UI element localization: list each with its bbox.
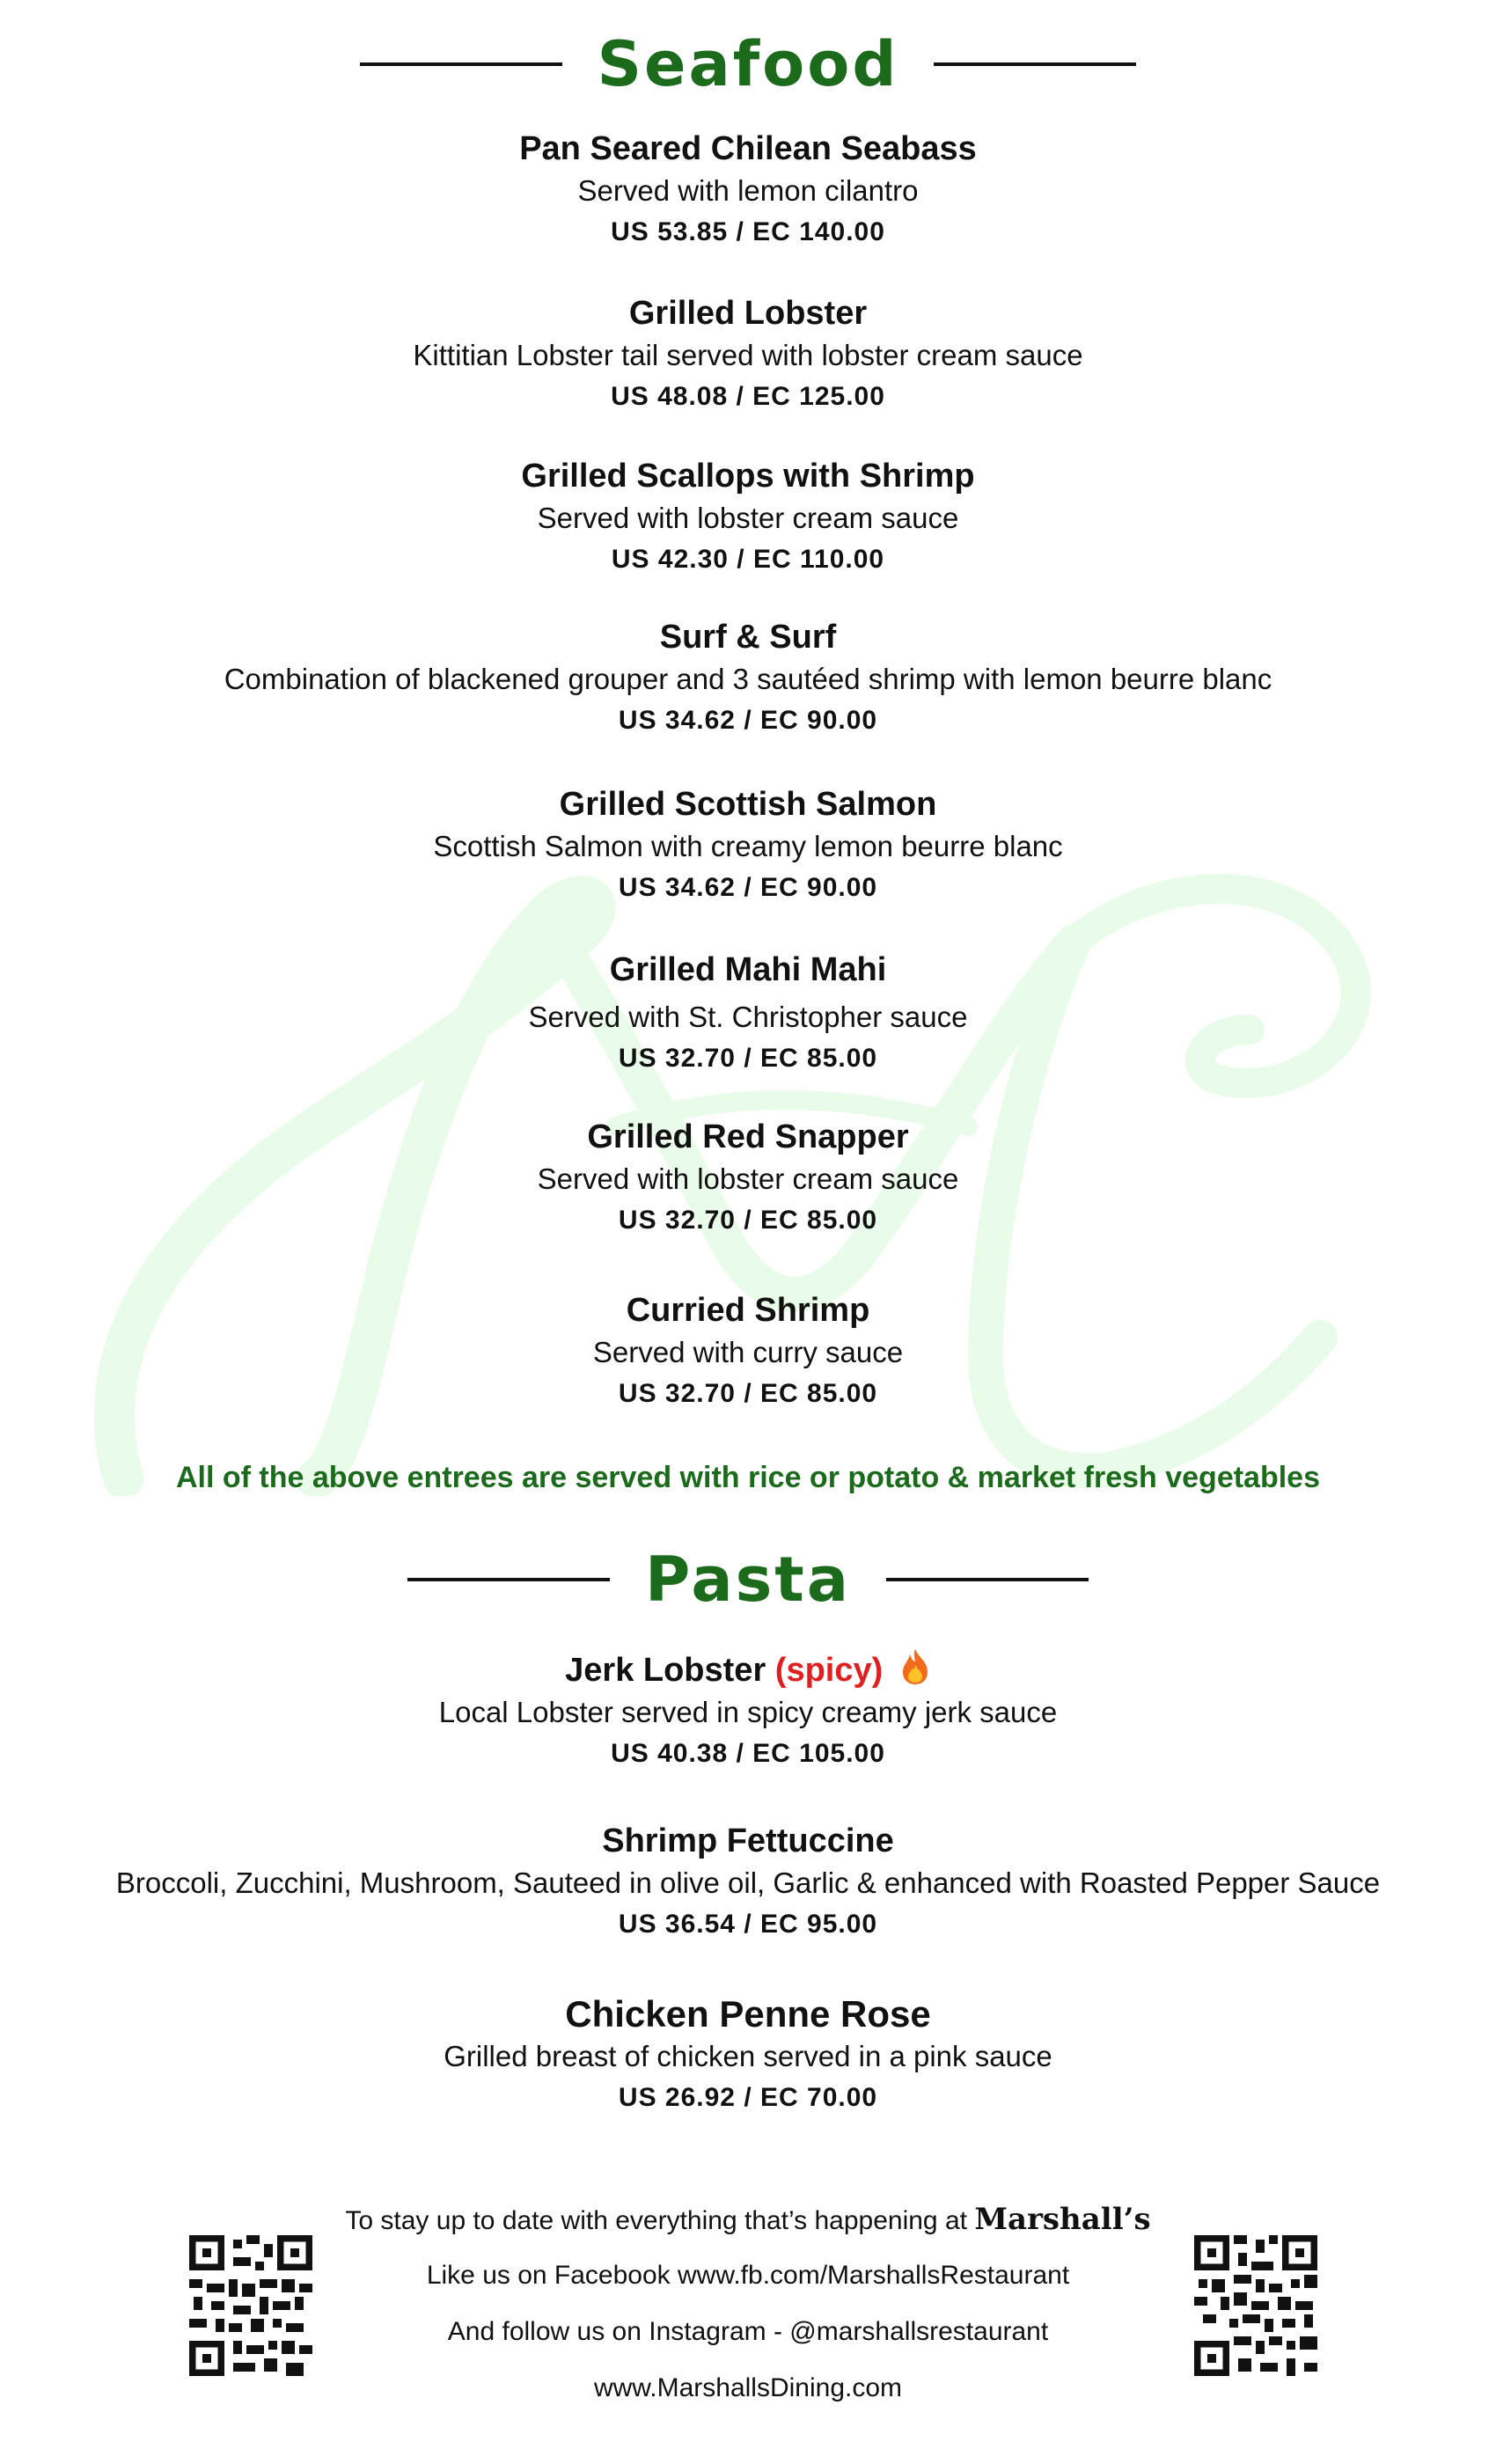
footer-text: To stay up to date with everything that’s happening at: [345, 2206, 967, 2235]
menu-item: [0, 949, 1496, 1079]
item-name: Grilled Red Snapper: [587, 1118, 909, 1155]
seafood-heading: [0, 28, 1496, 100]
item-name: Pan Seared Chilean Seabass: [519, 130, 977, 167]
menu-item: [0, 455, 1496, 580]
website-link[interactable]: www.MarshallsDining.com: [593, 2373, 903, 2402]
heading-rule-right: [886, 1578, 1089, 1581]
heading-rule-left: [360, 62, 562, 66]
item-name: Chicken Penne Rose: [565, 1993, 931, 2035]
item-name: Grilled Mahi Mahi: [609, 951, 887, 988]
footer-brand: Marshall’s: [974, 2202, 1151, 2237]
spicy-tag: (spicy): [774, 1652, 884, 1689]
qr-code-right-icon[interactable]: [1194, 2235, 1317, 2376]
entrees-note: All of the above entrees are served with rice or potato & market fresh vegetables: [175, 1461, 1320, 1494]
instagram-link[interactable]: And follow us on Instagram - @marshallsrestaurant: [447, 2317, 1049, 2346]
item-price: US 53.85 / EC 140.00: [611, 217, 885, 246]
item-description: Served with lobster cream sauce: [537, 1162, 959, 1195]
item-price: US 34.62 / EC 90.00: [618, 873, 878, 902]
item-price: US 34.62 / EC 90.00: [618, 706, 878, 735]
menu-item: [0, 1116, 1496, 1241]
item-name: Grilled Lobster: [628, 295, 868, 332]
heading-rule-right: [934, 62, 1136, 66]
menu-item: [0, 1993, 1496, 2118]
item-description: Served with lemon cilantro: [577, 174, 919, 207]
item-name: Curried Shrimp: [626, 1292, 870, 1329]
heading-rule-left: [407, 1578, 610, 1581]
qr-code-left-icon[interactable]: [189, 2235, 312, 2376]
item-name: Jerk Lobster: [565, 1652, 766, 1689]
menu-item: [0, 783, 1496, 908]
item-description: Served with curry sauce: [592, 1336, 904, 1368]
item-description: Grilled breast of chicken served in a pink sauce: [444, 2040, 1052, 2072]
menu-item: [0, 1289, 1496, 1414]
menu-item: [0, 1647, 1496, 1774]
item-price: US 42.30 / EC 110.00: [611, 545, 885, 574]
item-description: Served with St. Christopher sauce: [528, 1001, 968, 1033]
item-description: Kittitian Lobster tail served with lobster cream sauce: [413, 339, 1083, 371]
item-description: Local Lobster served in spicy creamy jerk sauce: [438, 1696, 1058, 1728]
item-price: US 32.70 / EC 85.00: [618, 1044, 878, 1073]
item-name-row: [0, 1647, 1496, 1691]
flame-icon: [899, 1647, 931, 1686]
item-name: Grilled Scallops with Shrimp: [521, 458, 975, 495]
menu-item: [0, 292, 1496, 417]
facebook-link[interactable]: Like us on Facebook www.fb.com/MarshallsRestaurant: [426, 2261, 1070, 2290]
item-name: Surf & Surf: [659, 619, 837, 656]
item-price: US 32.70 / EC 85.00: [618, 1206, 878, 1235]
item-price: US 48.08 / EC 125.00: [611, 382, 885, 411]
item-description: Broccoli, Zucchini, Mushroom, Sauteed in olive oil, Garlic & enhanced with Roasted Pepper Sauce: [115, 1866, 1381, 1899]
pasta-heading: [0, 1544, 1496, 1616]
item-description: Combination of blackened grouper and 3 sautéed shrimp with lemon beurre blanc: [224, 663, 1272, 695]
seafood-title: Seafood: [597, 28, 899, 100]
menu-item: [0, 1820, 1496, 1945]
item-name: Shrimp Fettuccine: [602, 1822, 894, 1859]
item-name: Grilled Scottish Salmon: [559, 786, 937, 823]
item-description: Scottish Salmon with creamy lemon beurre blanc: [433, 830, 1063, 862]
item-price: US 36.54 / EC 95.00: [618, 1910, 878, 1939]
pasta-title: Pasta: [644, 1544, 852, 1616]
menu-item: [0, 616, 1496, 741]
item-price: US 32.70 / EC 85.00: [618, 1379, 878, 1408]
item-price: US 40.38 / EC 105.00: [611, 1739, 885, 1768]
menu-item: [0, 128, 1496, 253]
item-price: US 26.92 / EC 70.00: [618, 2083, 878, 2112]
item-description: Served with lobster cream sauce: [537, 502, 959, 534]
